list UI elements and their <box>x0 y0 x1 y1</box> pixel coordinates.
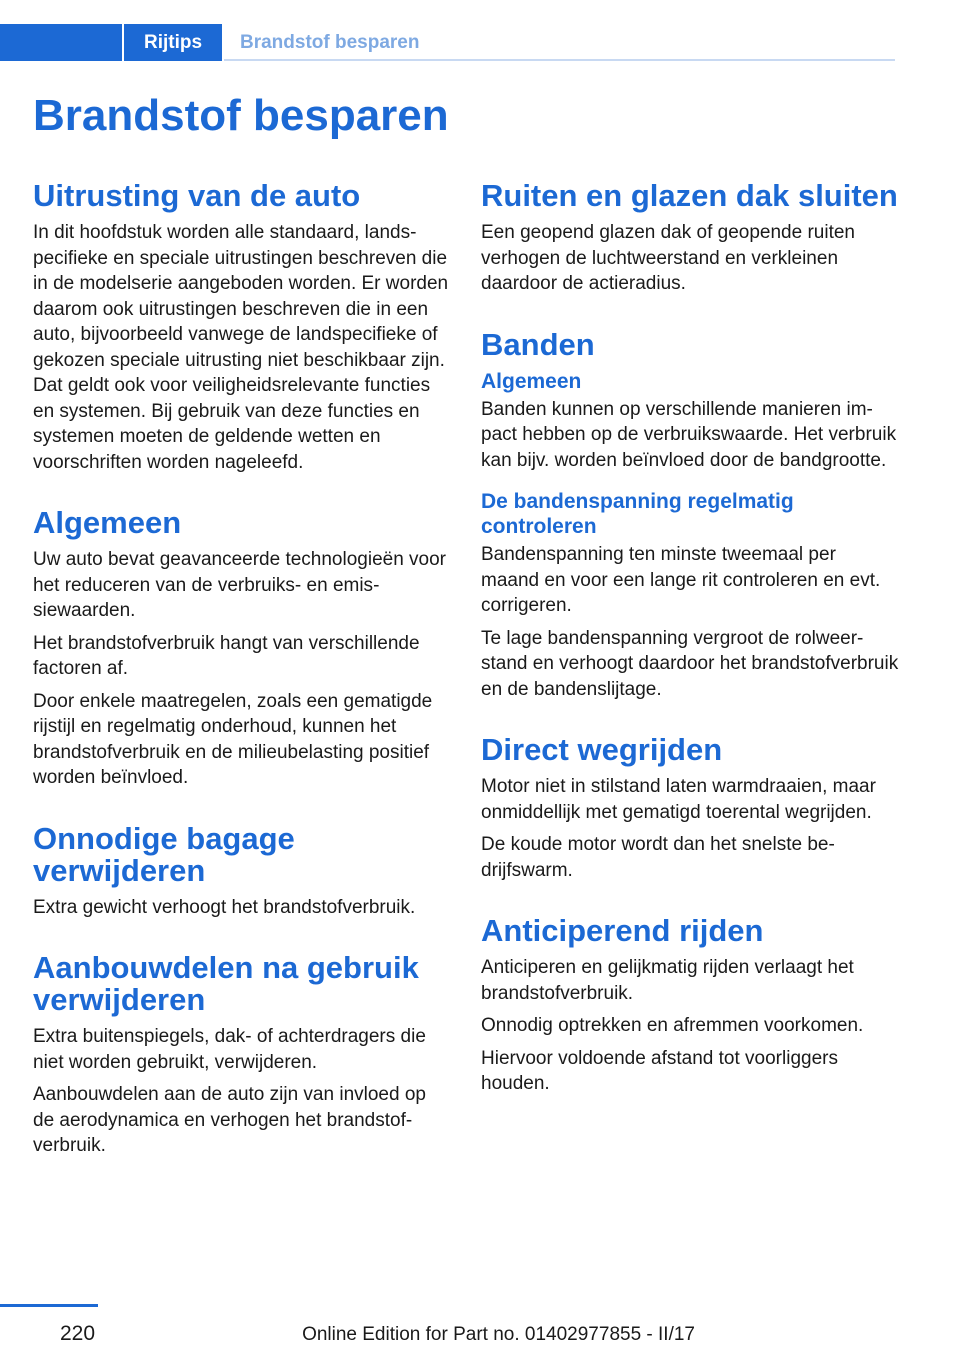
paragraph: Door enkele maatregelen, zoals een gematigde rijstijl en regelmatig onderhoud, kunnen het brandstofverbruik en de milieubelasting positief worden beïnvloed. <box>33 690 433 788</box>
paragraph: Anticiperen en gelijkmatig rijden verlaagt het brandstofverbruik. <box>481 957 854 1004</box>
paragraph: Motor niet in stilstand laten warmdraaien, maar onmiddellijk met gematigd toerental wegrijden. <box>481 776 876 823</box>
section-heading: Uitrusting van de auto <box>33 178 361 213</box>
subsection-heading: De bandenspanning regelmatig controleren <box>481 490 794 538</box>
section-anticiperend-rijden <box>481 915 899 1097</box>
section-onnodige-bagage <box>33 820 451 921</box>
paragraph: Het brandstofverbruik hangt van verschillende factoren af. <box>33 632 420 679</box>
tab-rijtips[interactable]: Rijtips <box>124 24 222 61</box>
paragraph: De koude motor wordt dan het snelste bedrijfswarm. <box>481 834 835 881</box>
left-column <box>33 180 451 1191</box>
paragraph: Extra buitenspiegels, dak- of achterdragers die niet worden gebruikt, verwijderen. <box>33 1026 426 1073</box>
subsection-bandenspanning <box>481 489 899 702</box>
section-banden <box>481 326 899 703</box>
page-title: Brandstof besparen <box>33 91 449 140</box>
paragraph: Aanbouwdelen aan de auto zijn van invloed op de aerodynamica en verhogen het brandstofverbruik. <box>33 1084 426 1156</box>
paragraph: Extra gewicht verhoogt het brandstofverbruik. <box>33 896 416 918</box>
section-heading: Direct wegrijden <box>481 732 723 767</box>
section-heading: Anticiperend rijden <box>481 913 764 948</box>
paragraph: Onnodig optrekken en afremmen voorkomen. <box>481 1015 864 1036</box>
section-heading: Onnodige bagage verwijderen <box>33 820 295 888</box>
paragraph: Te lage bandenspanning vergroot de rolweerstand en verhoogt daardoor het brandstofverbruik en de bandenslijtage. <box>481 627 899 700</box>
tab-brandstof-besparen[interactable]: Brandstof besparen <box>240 32 420 53</box>
section-direct-wegrijden <box>481 734 899 883</box>
paragraph: Hiervoor voldoende afstand tot voorliggers houden. <box>481 1047 838 1094</box>
section-heading: Banden <box>481 326 595 362</box>
section-heading: Aanbouwdelen na gebruik verwijderen <box>33 950 419 1017</box>
section-heading: Ruiten en glazen dak sluiten <box>481 178 898 213</box>
paragraph: Een geopend glazen dak of geopende ruiten verhogen de luchtweerstand en verkleinen daardoor de actieradius. <box>481 222 855 294</box>
paragraph: In dit hoofdstuk worden alle standaard, landspecifieke en speciale uitrustingen beschreven die in de modelserie aangeboden worden. Er worden daarom ook uitrustingen beschreven die in een auto, bijvoorbeeld vanwege de landspecifieke of gekozen speciale uitrusting niet beschikbaar zijn. Dat geldt ook voor veiligheidsrelevante functies en systemen. Bij gebruik van deze functies en systemen moeten de geldende wetten en voorschriften worden nageleefd. <box>33 222 449 473</box>
right-column <box>481 180 899 1129</box>
header-rule <box>224 59 895 61</box>
section-algemeen <box>33 507 451 791</box>
section-aanbouwdelen <box>33 952 451 1159</box>
footer-rule <box>0 1304 98 1307</box>
section-uitrusting <box>33 180 451 475</box>
page-number: 220 <box>60 1322 96 1345</box>
header-tab-bar <box>0 24 895 61</box>
subsection-algemeen <box>481 369 899 474</box>
header-tab-blank <box>0 24 122 61</box>
section-heading: Algemeen <box>33 505 182 540</box>
paragraph: Uw auto bevat geavanceerde technologieën voor het reduceren van de verbruiks- en emissiewaarden. <box>33 549 447 621</box>
paragraph: Bandenspanning ten minste tweemaal per maand en voor een lange rit controleren en evt. corrigeren. <box>481 544 881 616</box>
section-ruiten <box>481 180 899 297</box>
subsection-heading: Algemeen <box>481 369 582 393</box>
edition-footer: Online Edition for Part no. 01402977855 - II/17 <box>302 1324 695 1345</box>
paragraph: Banden kunnen op verschillende manieren impact hebben op de verbruikswaarde. Het verbruik kan bijv. worden beïnvloed door de bandgrootte. <box>481 398 897 471</box>
